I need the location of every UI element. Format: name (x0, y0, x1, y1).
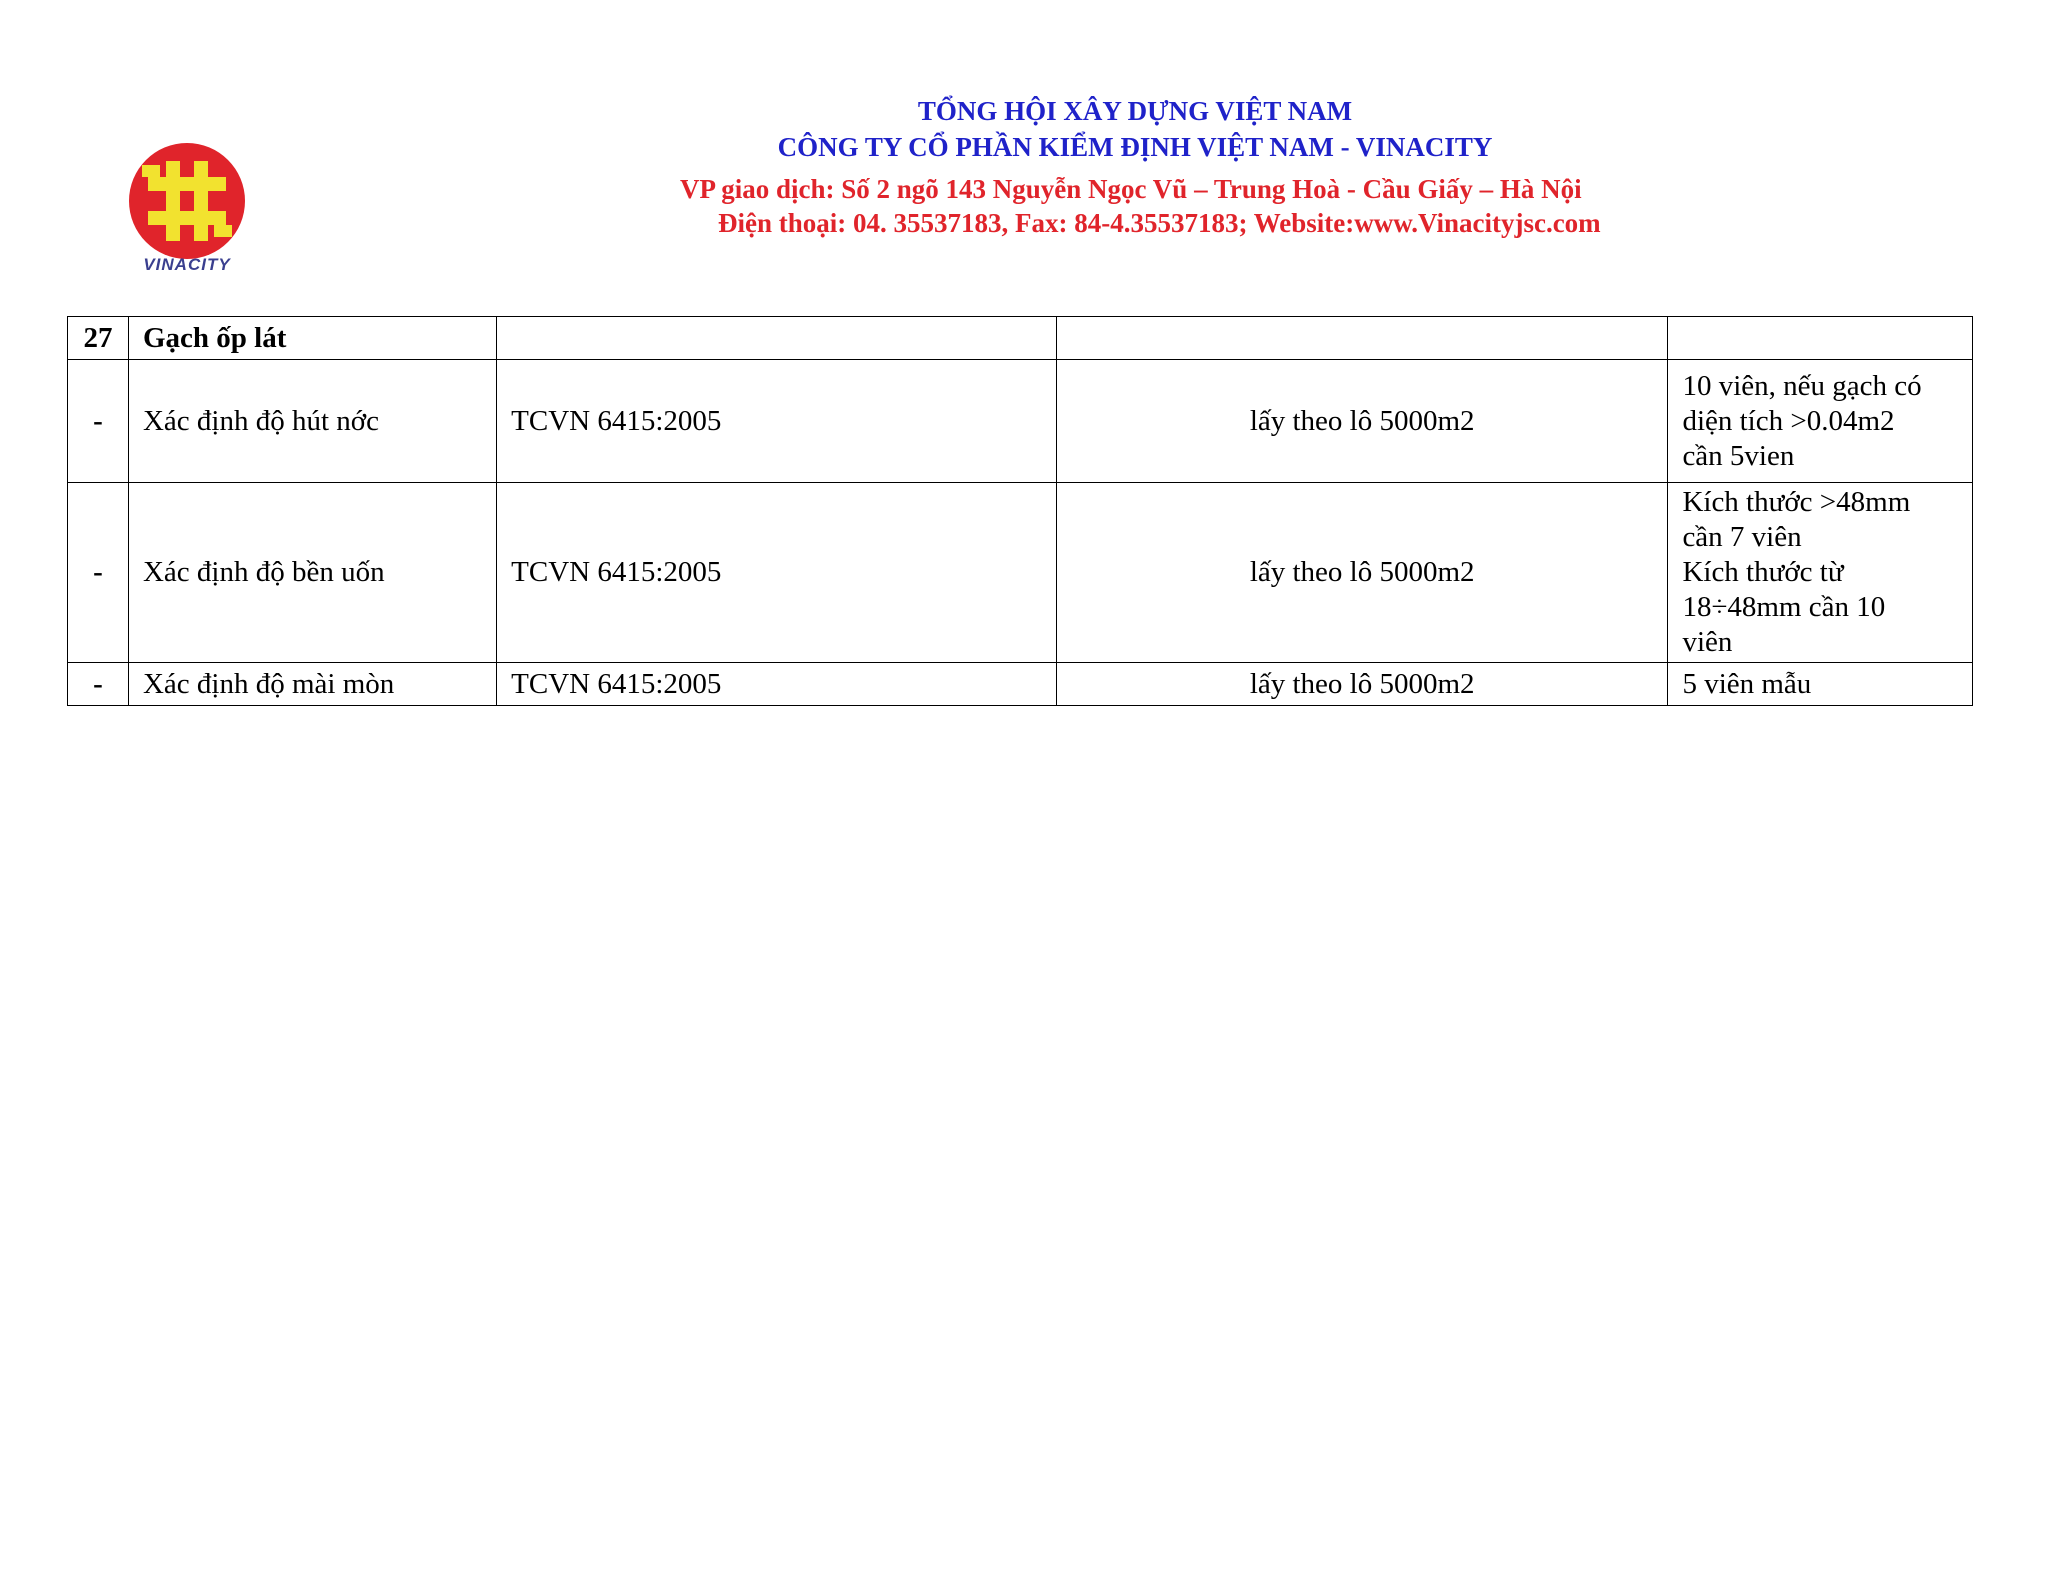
test-standard: TCVN 6415:2005 (497, 663, 1057, 706)
test-name: Xác định độ bền uốn (128, 483, 496, 663)
test-standard: TCVN 6415:2005 (497, 483, 1057, 663)
test-standard: TCVN 6415:2005 (497, 360, 1057, 483)
sample-quantity (1668, 360, 1973, 483)
sample-quantity-line: Kích thước từ (1682, 556, 1844, 588)
sample-quantity-line: 18÷48mm cần 10 (1682, 591, 1886, 623)
row-number: - (68, 663, 129, 706)
header-contact: Điện thoại: 04. 35537183, Fax: 84-4.35537183; Website:www.Vinacityjsc.com (718, 208, 1601, 238)
sampling-condition: lấy theo lô 5000m2 (1056, 360, 1668, 483)
sampling-condition: lấy theo lô 5000m2 (1056, 483, 1668, 663)
table-row-group (68, 317, 1973, 360)
test-table (67, 316, 1973, 706)
sample-quantity-line: cần 7 viên (1682, 521, 1802, 553)
row-number: - (68, 360, 129, 483)
sample-quantity-line: 5 viên mẫu (1682, 667, 1812, 700)
sample-quantity-line: cần 5vien (1682, 439, 1795, 472)
row-number: - (68, 483, 129, 663)
sample-quantity (1668, 663, 1973, 706)
group-name: Gạch ốp lát (128, 317, 496, 360)
test-name: Xác định độ mài mòn (128, 663, 496, 706)
test-name: Xác định độ hút nớc (128, 360, 496, 483)
header-company: CÔNG TY CỔ PHẦN KIỂM ĐỊNH VIỆT NAM - VINACITY (777, 132, 1493, 162)
header-association: TỔNG HỘI XÂY DỰNG VIỆT NAM (917, 96, 1353, 126)
table-cell-empty (1668, 317, 1973, 360)
table-cell-empty (497, 317, 1057, 360)
table-row (68, 663, 1973, 706)
header-office-address: VP giao dịch: Số 2 ngõ 143 Nguyễn Ngọc Vũ – Trung Hoà - Cầu Giấy – Hà Nội (680, 174, 1582, 204)
sample-quantity-line: 10 viên, nếu gạch có (1682, 369, 1922, 402)
sample-quantity-line: viên (1682, 626, 1733, 658)
sampling-condition: lấy theo lô 5000m2 (1056, 663, 1668, 706)
sample-quantity-line: diện tích >0.04m2 (1682, 404, 1895, 437)
logo-text: VINACITY (143, 255, 231, 274)
table-cell-empty (1056, 317, 1668, 360)
table-row (68, 483, 1973, 663)
group-number: 27 (68, 317, 129, 360)
sample-quantity (1668, 483, 1973, 663)
table-row (68, 360, 1973, 483)
sample-quantity-line: Kích thước >48mm (1682, 486, 1911, 518)
